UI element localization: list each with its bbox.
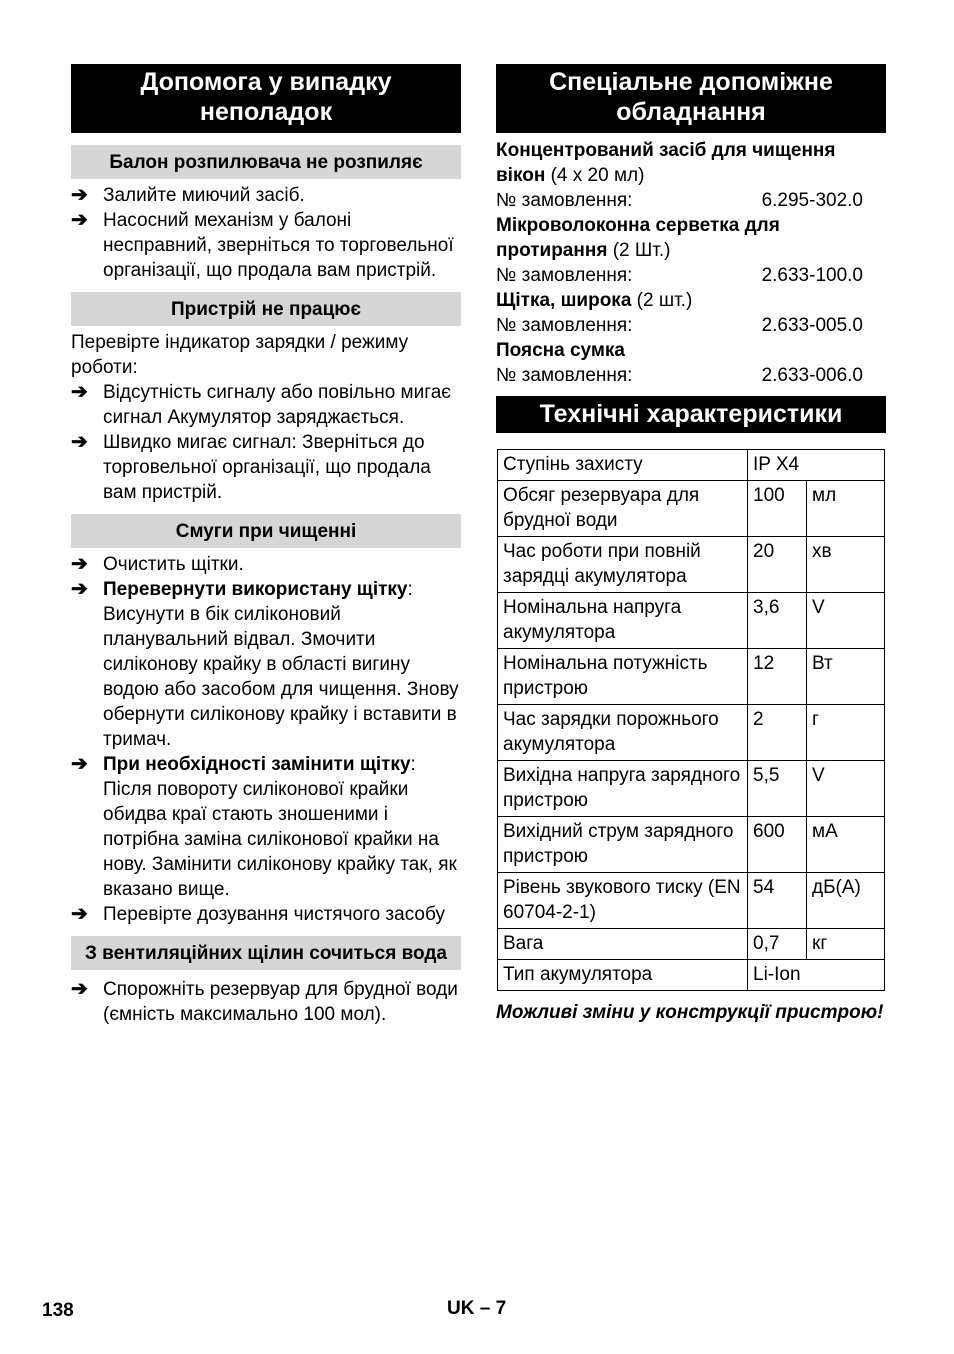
table-row: Номінальна напруга акумулятора 3,6 V (498, 593, 885, 649)
order-label: № замовлення: (496, 265, 633, 286)
order-number: 2.633-100.0 (761, 265, 863, 286)
arrow-right-icon: ➔ (71, 431, 88, 453)
order-number: 2.633-005.0 (761, 315, 863, 336)
list-item: ➔ Насосний механізм у балоні несправний, зверніться то торговельної організації, що продала вам пристрій. (71, 209, 454, 281)
page-language-section: UK – 7 (447, 1298, 507, 1319)
accessory-name: Поясна сумка (496, 340, 626, 361)
accessory-qty: (2 Шт.) (607, 240, 671, 261)
table-row: Вихідна напруга зарядного пристрою 5,5 V (498, 761, 885, 817)
list-item: ➔ Відсутність сигналу або повільно мигає сигнал Акумулятор заряджається. (71, 381, 451, 428)
accessories-title: Спеціальне допоміжне обладнання (496, 64, 886, 133)
accessory-name: Мікроволоконна серветка для протирання (496, 215, 780, 261)
order-label: № замовлення: (496, 365, 633, 386)
arrow-right-icon: ➔ (71, 903, 88, 925)
table-row: Рівень звукового тиску (EN 60704-2-1) 54 дБ(A) (498, 873, 885, 929)
accessory-item (496, 338, 886, 388)
order-label: № замовлення: (496, 315, 633, 336)
order-number: 6.295-302.0 (761, 190, 863, 211)
accessory-item (496, 138, 886, 213)
list-item: ➔ Перевернути використану щітку: Висунути в бік силіконовий планувальний відвал. Змочити силіконову крайку в області вигину водою або засобом для чищення. Знову обернути силіконову крайку і вставити в тримач. (71, 578, 459, 750)
change-note: Можливі зміни у конструкції пристрою! (496, 1002, 884, 1023)
accessory-item (496, 213, 886, 288)
list-item: ➔ Залийте миючий засіб. (71, 184, 305, 206)
list-item: ➔ При необхідності замінити щітку: Після повороту силіконової крайки обидва краї стають зношеними і потрібна заміна силіконової крайки на нову. Замінити силіконову крайку так, як вказано вище. (71, 753, 457, 900)
section-heading-vents: З вентиляційних щілин сочиться вода (71, 936, 461, 970)
section-heading-streaks: Смуги при чищенні (71, 514, 461, 548)
table-row: Вихідний струм зарядного пристрою 600 мА (498, 817, 885, 873)
troubleshooting-title: Допомога у випадку неполадок (71, 64, 461, 133)
arrow-right-icon: ➔ (71, 381, 88, 403)
page-number: 138 (42, 1300, 74, 1321)
order-label: № замовлення: (496, 190, 633, 211)
arrow-right-icon: ➔ (71, 978, 88, 1000)
list-item: ➔ Спорожніть резервуар для брудної води (ємність максимально 100 мол). (71, 978, 458, 1025)
paragraph: Перевірте індикатор зарядки / режиму роботи: (71, 332, 409, 378)
table-row: Час роботи при повній зарядці акумулятора 20 хв (498, 537, 885, 593)
accessories-list (496, 138, 886, 388)
accessory-qty: (4 x 20 мл) (545, 165, 645, 186)
table-row: Обсяг резервуара для брудної води 100 мл (498, 481, 885, 537)
arrow-right-icon: ➔ (71, 578, 88, 600)
list-item: ➔ Очистить щітки. (71, 553, 244, 575)
table-row: Час зарядки порожнього акумулятора 2 г (498, 705, 885, 761)
table-row: Ступінь захисту IP X4 (498, 450, 885, 481)
order-number: 2.633-006.0 (761, 365, 863, 386)
specs-table (497, 449, 885, 991)
arrow-right-icon: ➔ (71, 184, 88, 206)
section-heading-spray: Балон розпилювача не розпиляє (71, 145, 461, 179)
list-item: ➔ Швидко мигає сигнал: Зверніться до торговельної організації, що продала вам пристрій. (71, 431, 431, 503)
table-row: Вага 0,7 кг (498, 929, 885, 960)
section-heading-not-working: Пристрій не працює (71, 292, 461, 326)
accessory-qty: (2 шт.) (631, 290, 693, 311)
accessory-name: Концентрований засіб для чищення вікон (496, 140, 836, 186)
right-column (496, 64, 886, 1025)
table-row: Номінальна потужність пристрою 12 Вт (498, 649, 885, 705)
specs-title: Технічні характеристики (496, 396, 886, 433)
arrow-right-icon: ➔ (71, 753, 88, 775)
accessory-name: Щітка, широка (496, 290, 632, 311)
table-row: Тип акумулятора Li-Ion (498, 960, 885, 991)
accessory-item (496, 288, 886, 338)
arrow-right-icon: ➔ (71, 209, 88, 231)
list-item: ➔ Перевірте дозування чистячого засобу (71, 903, 445, 925)
left-column (71, 64, 461, 1027)
arrow-right-icon: ➔ (71, 553, 88, 575)
